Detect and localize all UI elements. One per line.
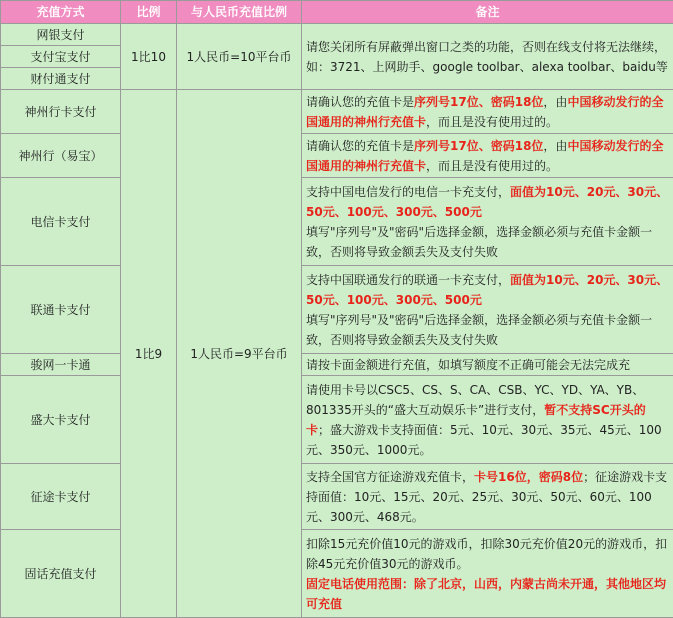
note-highlight: 暂不支持SC开头的卡 [306, 403, 646, 437]
table-row [1, 530, 673, 618]
method-shanda: 盛大卡支付 [1, 376, 121, 464]
note-text: 请使用卡号以CSC5、CS、S、CA、CSB、YC、YD、YA、YB、801335开头的“盛大互动娱乐卡”进行支付， [306, 383, 644, 417]
note-unicom [302, 266, 673, 354]
method-tenpay: 财付通支付 [1, 68, 121, 90]
method-junwang: 骏网一卡通 [1, 354, 121, 376]
method-wangyin: 网银支付 [1, 24, 121, 46]
note-highlight: 固定电话使用范围：除了北京，山西，内蒙古尚未开通，其他地区均可充值 [306, 577, 666, 611]
header-row [1, 1, 673, 24]
note-text: ，由 [543, 95, 567, 109]
note-highlight: 卡号16位，密码8位 [474, 470, 583, 484]
ratio-1-9: 1比9 [121, 90, 177, 618]
method-unicom: 联通卡支付 [1, 266, 121, 354]
table-row [1, 266, 673, 354]
note-text: 支持全国官方征途游戏充值卡， [306, 470, 474, 484]
note-online-payment: 请您关闭所有屏蔽弹出窗口之类的功能，否则在线支付将无法继续，如：3721、上网助手、google toolbar、alexa toolbar、baidu等 [302, 24, 673, 90]
rmb-ratio-10: 1人民币=10平台币 [177, 24, 302, 90]
table-row [1, 354, 673, 376]
note-text: ，而且是没有使用过的。 [426, 159, 558, 173]
note-highlight: 中国移动发行的全国通用的神州行充值卡 [306, 139, 663, 173]
note-text: ，由 [543, 139, 567, 153]
note-phone [302, 530, 673, 618]
table-row [1, 134, 673, 178]
note-highlight: 面值为10元、20元、30元、50元、100元、300元、500元 [306, 185, 668, 219]
note-text: ；征途游戏卡支持面值：10元、15元、20元、25元、30元、50元、60元、100元、300元、468元。 [306, 470, 667, 524]
table-row [1, 24, 673, 46]
method-yibao: 神州行（易宝） [1, 134, 121, 178]
header-note: 备注 [302, 1, 673, 24]
rmb-ratio-9: 1人民币=9平台币 [177, 90, 302, 618]
note-highlight: 面值为10元、20元、30元、50元、100元、300元、500元 [306, 273, 668, 307]
note-text: 扣除15元充价值10元的游戏币，扣除30元充价值20元的游戏币，扣除45元充价值30元的游戏币。 [306, 537, 667, 571]
note-zhengtu [302, 464, 673, 530]
note-shanda [302, 376, 673, 464]
note-shenzhouxing [302, 90, 673, 134]
note-text: 支持中国电信发行的电信一卡充支付， [306, 185, 510, 199]
note-yibao [302, 134, 673, 178]
note-text: 支持中国联通发行的联通一卡充支付， [306, 273, 510, 287]
note-telecom [302, 178, 673, 266]
note-text: 请确认您的充值卡是 [306, 139, 414, 153]
note-text: 填写"序列号"及"密码"后选择金额，选择金额必须与充值卡金额一致，否则将导致金额丢失及支付失败 [306, 313, 652, 347]
method-phone: 固话充值支付 [1, 530, 121, 618]
note-highlight: 序列号17位、密码18位 [414, 139, 543, 153]
table-row [1, 464, 673, 530]
note-highlight: 中国移动发行的全国通用的神州行充值卡 [306, 95, 663, 129]
note-highlight: 序列号17位、密码18位 [414, 95, 543, 109]
method-alipay: 支付宝支付 [1, 46, 121, 68]
table-row [1, 178, 673, 266]
note-text: 填写"序列号"及"密码"后选择金额，选择金额必须与充值卡金额一致，否则将导致金额丢失及支付失败 [306, 225, 652, 259]
note-text: ；盛大游戏卡支持面值：5元、10元、30元、35元、45元、100元、350元、1000元。 [306, 423, 662, 457]
method-shenzhouxing: 神州行卡支付 [1, 90, 121, 134]
method-telecom: 电信卡支付 [1, 178, 121, 266]
note-text: 请确认您的充值卡是 [306, 95, 414, 109]
header-method: 充值方式 [1, 1, 121, 24]
note-junwang: 请按卡面金额进行充值，如填写额度不正确可能会无法完成充 [302, 354, 673, 376]
ratio-1-10: 1比10 [121, 24, 177, 90]
method-zhengtu: 征途卡支付 [1, 464, 121, 530]
header-rmb-ratio: 与人民币充值比例 [177, 1, 302, 24]
table-row [1, 90, 673, 134]
header-ratio: 比例 [121, 1, 177, 24]
table-row [1, 376, 673, 464]
note-text: ，而且是没有使用过的。 [426, 115, 558, 129]
